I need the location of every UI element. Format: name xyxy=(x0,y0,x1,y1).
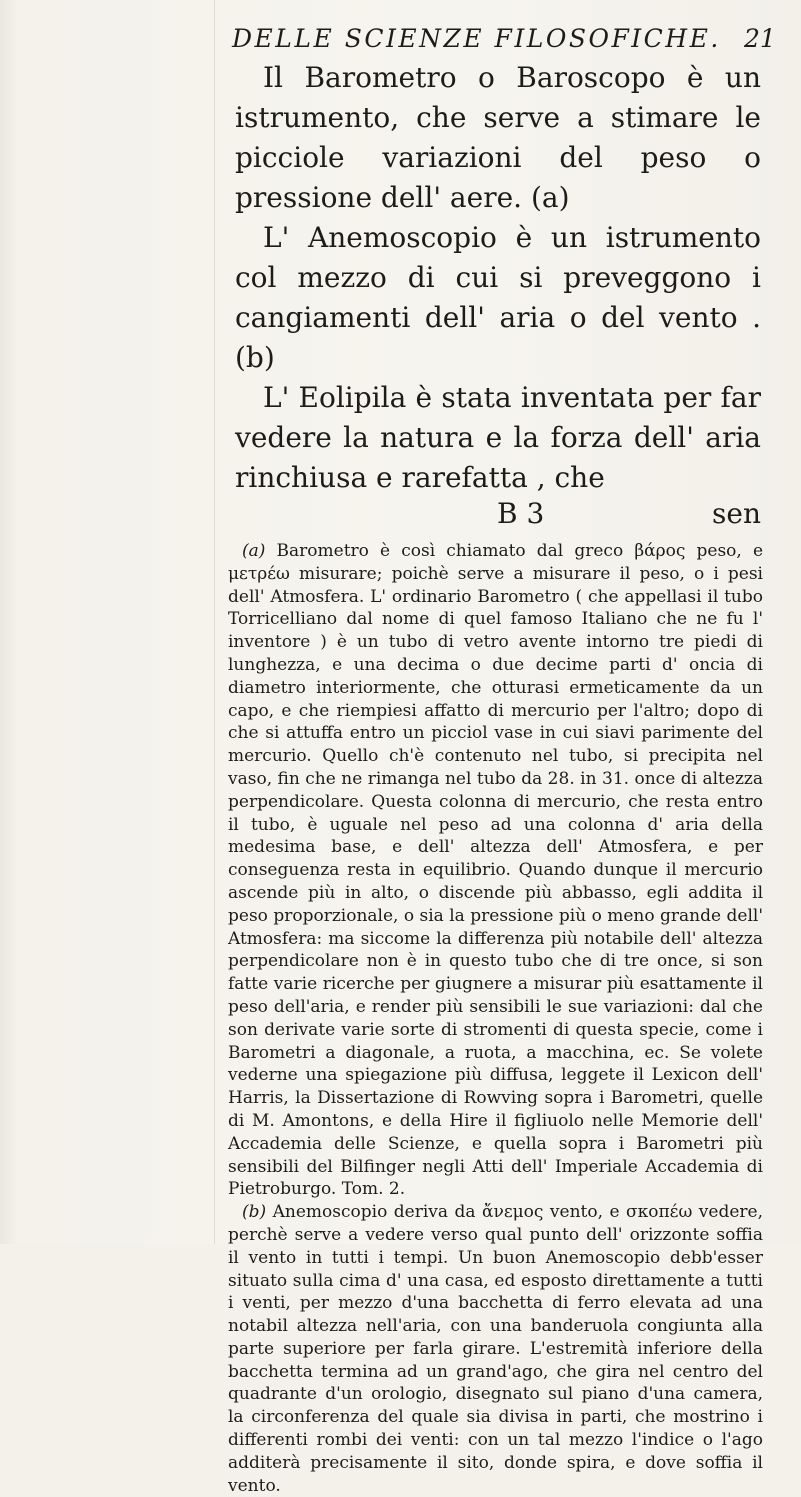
footnote-a-text: Barometro è così chiamato dal greco βάρος peso, e μετρέω misurare; poichè serve a misurare il peso, o i pesi dell' Atmosfera. L' ordinario Barometro ( che appellasi il tubo Torricelliano dal nome di quel famoso Italiano che ne fu l' inventore ) è un tubo di vetro avente intorno tre piedi di lunghezza, e una decima o due decime parti d' oncia di diametro interiormente, che otturasi ermeticamente da un capo, e che riempiesi affatto di mercurio per l'altro; dopo di che si attuffa entro un picciol vase in cui siavi parimente del mercurio. Quello ch'è contenuto nel tubo, si precipita nel vaso, fin che ne rimanga nel tubo da 28. in 31. once di altezza perpendicolare. Questa colonna di mercurio, che resta entro il tubo, è uguale nel peso ad una colonna d' aria della medesima base, e dell' altezza dell' Atmosfera, e per conseguenza resta in equilibrio. Quando dunque il mercurio ascende più in alto, o discende più abbasso, egli addita il peso proporzionale, o sia la pressione più o meno grande dell' Atmosfera: ma siccome la differenza più notabile dell' altezza perpendicolare non è in questo tubo che di tre once, si son fatte varie ricerche per giugnere a misurar più esattamente il peso dell'aria, e render più sensibili le sue variazioni: dal che son derivate varie sorte di stromenti di questa specie, come i Barometri a diagonale, a ruota, a macchina, ec. Se volete vederne una spiegazione più diffusa, leggete il Lexicon dell' Harris, la Dissertazione di Rowving sopra i Barometri, quelle di M. Amontons, e della Hire il figliuolo nelle Memorie dell' Accademia delle Scienze, e quella sopra i Barometri più sensibili del Bilfinger negli Atti dell' Imperiale Accademia di Pietroburgo. Tom. 2. xyxy=(228,541,764,1200)
page-number: 21 xyxy=(744,24,776,53)
paragraph-anemoscopio: L' Anemoscopio è un istrumento col mezzo di cui si preveggono i cangiamenti dell' aria o del vento . (b) xyxy=(235,221,761,374)
footnote-a xyxy=(228,540,763,1201)
footnote-b-text: Anemoscopio deriva da ἄνεμος vento, e σκοπέω vedere, perchè serve a vedere verso qual punto dell' orizzonte soffia il vento in tutti i tempi. Un buon Anemoscopio debb'esser situato sulla cima d' una casa, ed esposto direttamente a tutti i venti, per mezzo d'una bacchetta di ferro elevata ad una notabil altezza nell'aria, con una banderuola congiunta alla parte superiore per farla girare. L'estremità inferiore della bacchetta termina ad un grand'ago, che gira nel centro del quadrante d'un orologio, disegnato sul piano d'una camera, la circonferenza del quale sia divisa in parti, che mostrino i differenti rombi dei venti: con un tal mezzo l'indice o l'ago additerà precisamente il sito, donde spira, e dove soffia il vento. xyxy=(228,1202,763,1496)
paragraph-barometro: Il Barometro o Baroscopo è un istrumento, che serve a stimare le picciole variazioni del peso o pressione dell' aere. (a) xyxy=(235,61,761,214)
catchline xyxy=(235,497,761,531)
main-text xyxy=(235,58,761,498)
footnote-a-mark: (a) xyxy=(242,541,266,561)
footnotes xyxy=(228,540,763,1497)
paragraph-eolipila: L' Eolipila è stata inventata per far vedere la natura e la forza dell' aria rinchiusa e rarefatta , che xyxy=(235,381,761,494)
footnote-b-mark: (b) xyxy=(242,1202,267,1223)
running-title: DELLE SCIENZE FILOSOFICHE. xyxy=(232,24,721,53)
running-head xyxy=(0,24,801,54)
footnote-b xyxy=(228,1201,763,1497)
signature-mark: B 3 xyxy=(497,497,545,530)
gutter-shadow xyxy=(214,0,215,1244)
catchword: sen xyxy=(712,497,761,530)
